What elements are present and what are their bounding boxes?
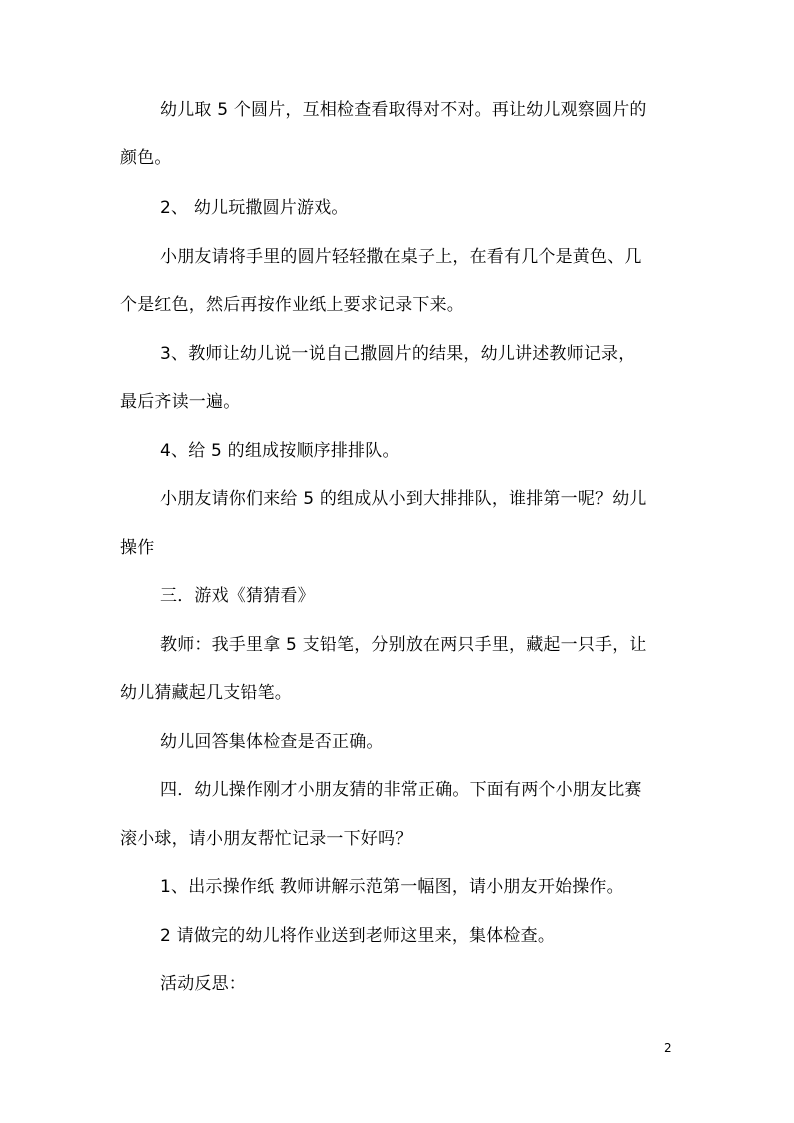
paragraph-line: 颜色。 (120, 148, 172, 168)
paragraph-line: 小朋友请将手里的圆片轻轻撒在桌子上，在看有几个是黄色、几 (160, 247, 642, 267)
page-number: 2 (664, 1041, 672, 1055)
paragraph-line: 幼儿回答集体检查是否正确。 (160, 732, 384, 752)
paragraph-line: 幼儿猜藏起几支铅笔。 (120, 683, 292, 703)
paragraph-line: 操作 (120, 538, 155, 558)
paragraph-line: 个是红色，然后再按作业纸上要求记录下来。 (120, 295, 464, 315)
section-heading: 四．幼儿操作刚才小朋友猜的非常正确。下面有两个小朋友比赛 (160, 780, 642, 800)
paragraph-line: 滚小球，请小朋友帮忙记录一下好吗？ (120, 829, 413, 849)
paragraph-line: 幼儿取 5 个圆片，互相检查看取得对不对。再让幼儿观察圆片的 (160, 100, 647, 120)
paragraph-line: 3、教师让幼儿说一说自己撒圆片的结果，幼儿讲述教师记录， (160, 344, 636, 364)
paragraph-line: 小朋友请你们来给 5 的组成从小到大排排队，谁排第一呢？幼儿 (160, 489, 647, 509)
paragraph-line: 教师：我手里拿 5 支铅笔，分别放在两只手里，藏起一只手，让 (160, 635, 647, 655)
paragraph-line: 4、给 5 的组成按顺序排排队。 (160, 441, 400, 461)
paragraph-line: 1、出示操作纸 教师讲解示范第一幅图，请小朋友开始操作。 (160, 877, 624, 897)
section-heading: 三．游戏《猜猜看》 (160, 586, 315, 606)
paragraph-line: 最后齐读一遍。 (120, 392, 241, 412)
section-heading: 活动反思： (160, 974, 246, 994)
paragraph-line: 2 请做完的幼儿将作业送到老师这里来，集体检查。 (160, 926, 556, 946)
paragraph-line: 2、 幼儿玩撒圆片游戏。 (160, 198, 349, 218)
